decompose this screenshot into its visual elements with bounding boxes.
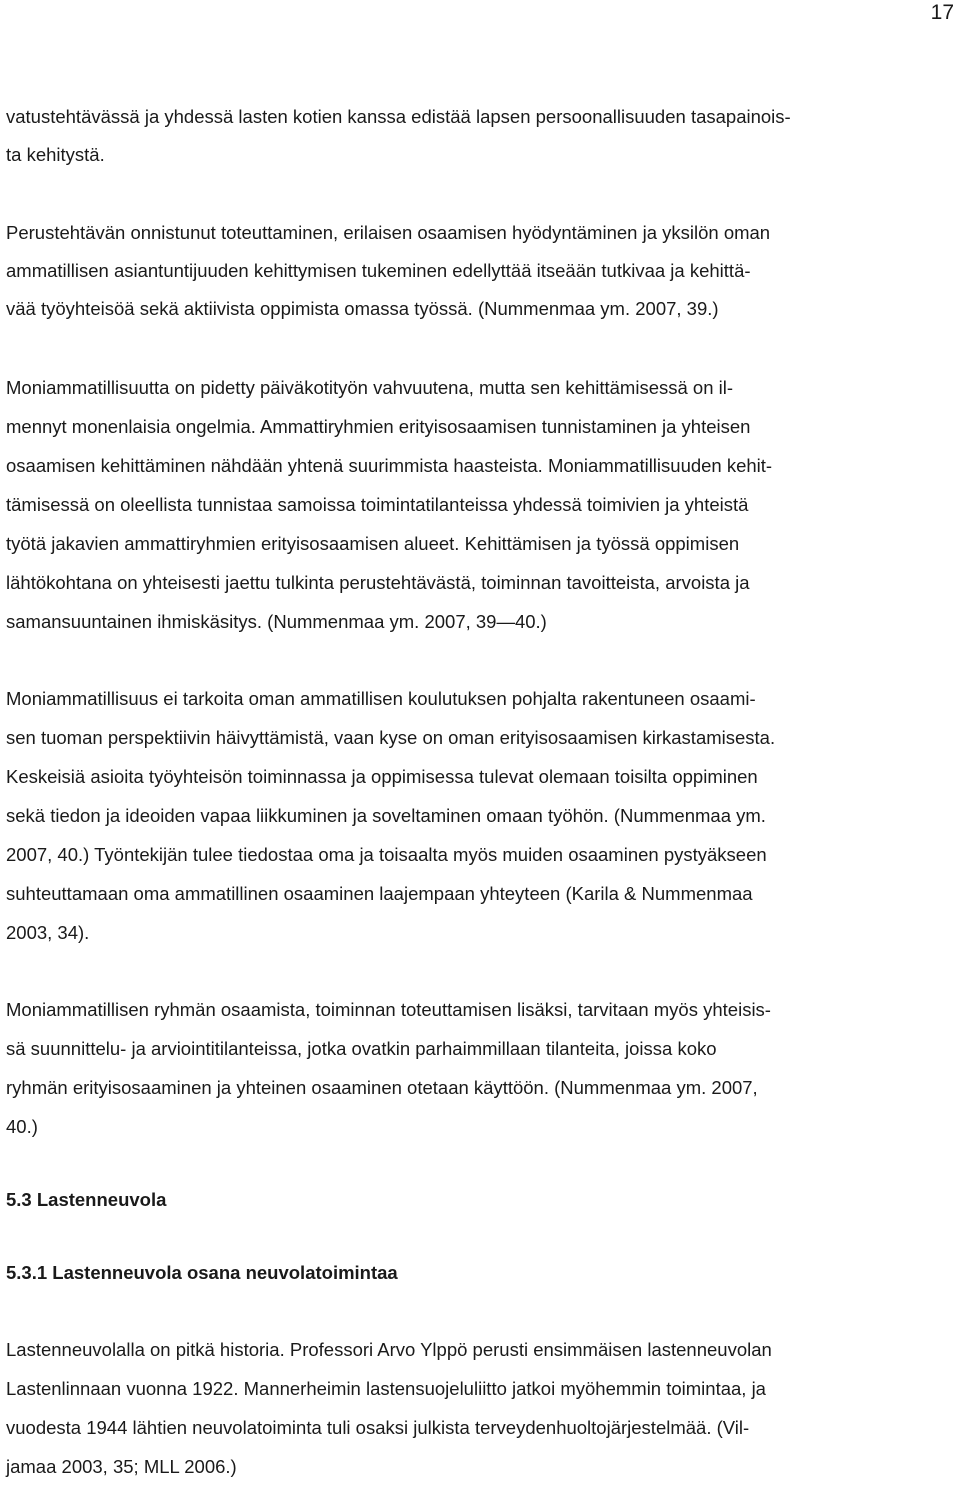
paragraph-3 bbox=[6, 368, 954, 641]
document-body bbox=[6, 98, 954, 1486]
paragraph-1 bbox=[6, 98, 954, 174]
text-line: lähtökohtana on yhteisesti jaettu tulkinta perustehtävästä, toiminnan tavoitteista, arvoista ja bbox=[6, 572, 750, 593]
text-line: Moniammatillisen ryhmän osaamista, toiminnan toteuttamisen lisäksi, tarvitaan myös yhteisis- bbox=[6, 999, 771, 1020]
text-line: 2003, 34). bbox=[6, 922, 90, 943]
text-line: Lastenneuvolalla on pitkä historia. Professori Arvo Ylppö perusti ensimmäisen lastenneuvolan bbox=[6, 1339, 772, 1360]
page-number: 17 bbox=[930, 1, 954, 24]
text-line: vuodesta 1944 lähtien neuvolatoiminta tuli osaksi julkista terveydenhuoltojärjestelmää. (Vil- bbox=[6, 1417, 750, 1438]
text-line: Keskeisiä asioita työyhteisön toiminnassa ja oppimisessa tulevat olemaan toisilta oppiminen bbox=[6, 766, 758, 787]
text-line: ryhmän erityisosaaminen ja yhteinen osaaminen otetaan käyttöön. (Nummenmaa ym. 2007, bbox=[6, 1077, 758, 1098]
text-line: sekä tiedon ja ideoiden vapaa liikkuminen ja soveltaminen omaan työhön. (Nummenmaa ym. bbox=[6, 805, 766, 826]
text-line: ta kehitystä. bbox=[6, 144, 105, 165]
paragraph-6 bbox=[6, 1330, 954, 1486]
section-heading: 5.3 Lastenneuvola bbox=[6, 1189, 167, 1210]
subsection-heading: 5.3.1 Lastenneuvola osana neuvolatoimintaa bbox=[6, 1262, 398, 1283]
text-line: työtä jakavien ammattiryhmien erityisosaamisen alueet. Kehittämisen ja työssä oppimisen bbox=[6, 533, 740, 554]
text-line: Moniammatillisuus ei tarkoita oman ammatillisen koulutuksen pohjalta rakentuneen osaami- bbox=[6, 688, 756, 709]
paragraph-5 bbox=[6, 990, 954, 1146]
paragraph-4 bbox=[6, 679, 954, 952]
text-line: Moniammatillisuutta on pidetty päiväkotityön vahvuutena, mutta sen kehittämisessä on il- bbox=[6, 377, 734, 398]
text-line: Lastenlinnaan vuonna 1922. Mannerheimin lastensuojeluliitto jatkoi myöhemmin toimintaa, ja bbox=[6, 1378, 766, 1399]
paragraph-2 bbox=[6, 214, 954, 328]
text-line: osaamisen kehittäminen nähdään yhtenä suurimmista haasteista. Moniammatillisuuden kehit- bbox=[6, 455, 773, 476]
text-line: samansuuntainen ihmiskäsitys. (Nummenmaa ym. 2007, 39—40.) bbox=[6, 611, 547, 632]
text-line: 40.) bbox=[6, 1116, 38, 1137]
text-line: sä suunnittelu- ja arviointitilanteissa, jotka ovatkin parhaimmillaan tilanteita, joissa koko bbox=[6, 1038, 717, 1059]
text-line: jamaa 2003, 35; MLL 2006.) bbox=[6, 1456, 237, 1477]
text-line: tämisessä on oleellista tunnistaa samoissa toimintatilanteissa yhdessä toimivien ja yhteistä bbox=[6, 494, 749, 515]
text-line: vää työyhteisöä sekä aktiivista oppimista omassa työssä. (Nummenmaa ym. 2007, 39.) bbox=[6, 298, 719, 319]
text-line: sen tuoman perspektiivin häivyttämistä, vaan kyse on oman erityisosaamisen kirkastamisesta. bbox=[6, 727, 776, 748]
text-line: vatustehtävässä ja yhdessä lasten kotien kanssa edistää lapsen persoonallisuuden tasapainois- bbox=[6, 106, 791, 127]
text-line: Perustehtävän onnistunut toteuttaminen, erilaisen osaamisen hyödyntäminen ja yksilön oman bbox=[6, 222, 771, 243]
text-line: suhteuttamaan oma ammatillinen osaaminen laajempaan yhteyteen (Karila & Nummenmaa bbox=[6, 883, 753, 904]
text-line: mennyt monenlaisia ongelmia. Ammattiryhmien erityisosaamisen tunnistaminen ja yhteisen bbox=[6, 416, 751, 437]
text-line: ammatillisen asiantuntijuuden kehittymisen tukeminen edellyttää itseään tutkivaa ja kehittä- bbox=[6, 260, 751, 281]
text-line: 2007, 40.) Työntekijän tulee tiedostaa oma ja toisaalta myös muiden osaaminen pystyäkseen bbox=[6, 844, 767, 865]
